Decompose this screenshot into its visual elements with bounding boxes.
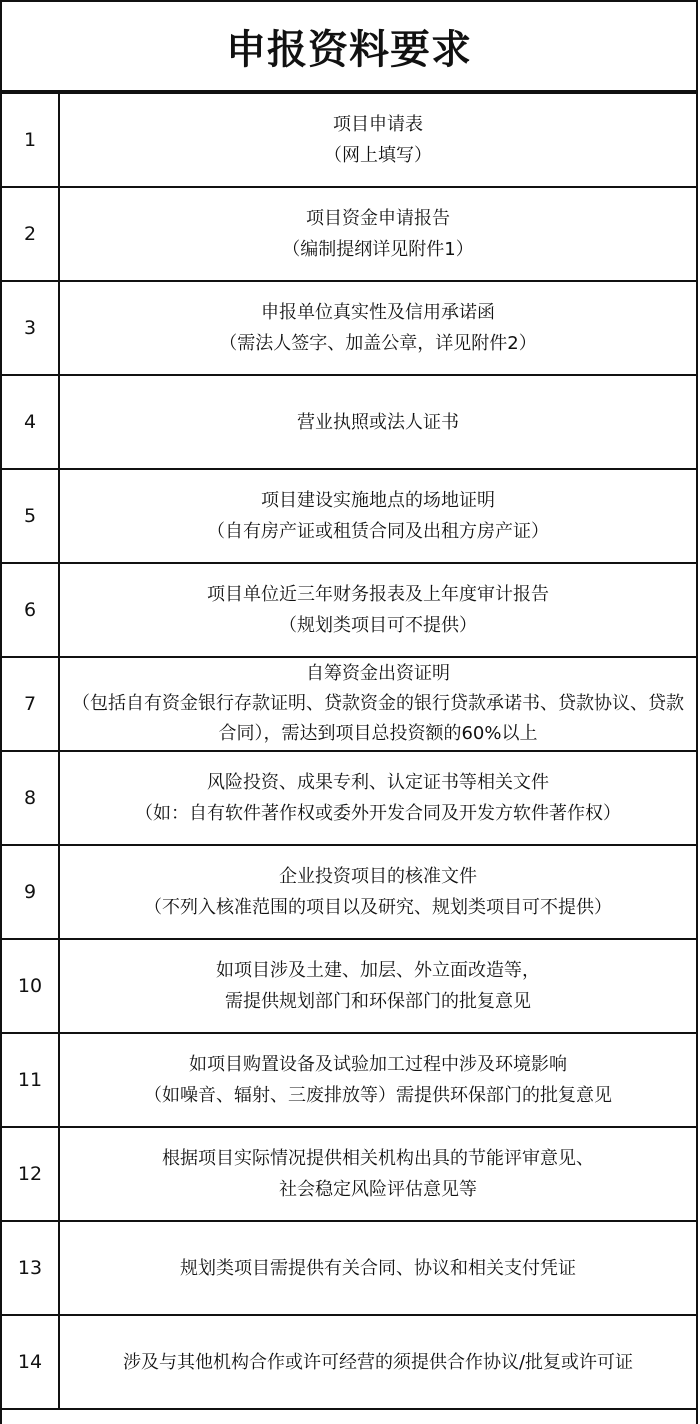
table-row bbox=[1, 1033, 697, 1127]
table-row bbox=[1, 657, 697, 751]
row-line: （包括自有资金银行存款证明、贷款资金的银行贷款承诺书、贷款协议、贷款合同），需达到项目总投资额的60%以上 bbox=[72, 693, 684, 744]
row-content bbox=[59, 939, 697, 1033]
table-bottom-edge bbox=[0, 1406, 698, 1424]
row-line: （网上填写） bbox=[324, 145, 432, 166]
row-line: 营业执照或法人证书 bbox=[297, 411, 459, 433]
row-content bbox=[59, 845, 697, 939]
row-line: （自有房产证或租赁合同及出租方房产证） bbox=[207, 521, 549, 542]
table-row bbox=[1, 1127, 697, 1221]
row-line: （如噪音、辐射、三废排放等）需提供环保部门的批复意见 bbox=[144, 1085, 612, 1106]
table-row bbox=[1, 939, 697, 1033]
row-number: 7 bbox=[1, 657, 59, 751]
row-number: 6 bbox=[1, 563, 59, 657]
table-row bbox=[1, 845, 697, 939]
row-content bbox=[59, 1315, 697, 1409]
row-number: 10 bbox=[1, 939, 59, 1033]
row-number: 5 bbox=[1, 469, 59, 563]
row-number: 8 bbox=[1, 751, 59, 845]
row-line: 如项目涉及土建、加层、外立面改造等， bbox=[216, 960, 540, 981]
row-content bbox=[59, 1033, 697, 1127]
requirements-table bbox=[0, 92, 698, 1410]
row-number: 1 bbox=[1, 93, 59, 187]
row-line: 风险投资、成果专利、认定证书等相关文件 bbox=[207, 772, 549, 793]
row-line: 申报单位真实性及信用承诺函 bbox=[261, 302, 495, 323]
table-row bbox=[1, 93, 697, 187]
row-content bbox=[59, 751, 697, 845]
row-line: 项目单位近三年财务报表及上年度审计报告 bbox=[207, 584, 549, 605]
row-number: 4 bbox=[1, 375, 59, 469]
row-content bbox=[59, 93, 697, 187]
row-content bbox=[59, 469, 697, 563]
table-row bbox=[1, 281, 697, 375]
row-line: 项目资金申请报告 bbox=[306, 208, 450, 229]
row-number: 13 bbox=[1, 1221, 59, 1315]
row-line: 项目申请表 bbox=[333, 114, 423, 135]
table-row bbox=[1, 187, 697, 281]
row-number: 11 bbox=[1, 1033, 59, 1127]
row-content bbox=[59, 1221, 697, 1315]
row-line: 需提供规划部门和环保部门的批复意见 bbox=[225, 991, 531, 1012]
row-number: 3 bbox=[1, 281, 59, 375]
row-content bbox=[59, 375, 697, 469]
row-number: 12 bbox=[1, 1127, 59, 1221]
row-line: 自筹资金出资证明 bbox=[306, 663, 450, 684]
row-line: 如项目购置设备及试验加工过程中涉及环境影响 bbox=[189, 1054, 567, 1075]
table-row bbox=[1, 1221, 697, 1315]
row-line: 社会稳定风险评估意见等 bbox=[279, 1179, 477, 1200]
table-row bbox=[1, 469, 697, 563]
row-line: 根据项目实际情况提供相关机构出具的节能评审意见、 bbox=[162, 1148, 594, 1169]
row-line: 企业投资项目的核准文件 bbox=[279, 866, 477, 887]
row-line: （规划类项目可不提供） bbox=[279, 615, 477, 636]
row-content bbox=[59, 563, 697, 657]
table-row bbox=[1, 751, 697, 845]
row-line: 项目建设实施地点的场地证明 bbox=[261, 490, 495, 511]
row-line: （编制提纲详见附件1） bbox=[282, 239, 474, 260]
row-content bbox=[59, 281, 697, 375]
row-line: 涉及与其他机构合作或许可经营的须提供合作协议/批复或许可证 bbox=[122, 1351, 634, 1373]
row-line: （需法人签字、加盖公章，详见附件2） bbox=[219, 333, 537, 354]
row-number: 9 bbox=[1, 845, 59, 939]
row-number: 2 bbox=[1, 187, 59, 281]
row-content bbox=[59, 187, 697, 281]
row-content bbox=[59, 1127, 697, 1221]
table-row bbox=[1, 375, 697, 469]
page-title: 申报资料要求 bbox=[0, 0, 698, 92]
row-line: （不列入核准范围的项目以及研究、规划类项目可不提供） bbox=[144, 897, 612, 918]
row-line: （如：自有软件著作权或委外开发合同及开发方软件著作权） bbox=[135, 803, 621, 824]
row-line: 规划类项目需提供有关合同、协议和相关支付凭证 bbox=[180, 1257, 576, 1279]
table-row bbox=[1, 563, 697, 657]
table-row bbox=[1, 1315, 697, 1409]
row-content bbox=[59, 657, 697, 751]
row-number: 14 bbox=[1, 1315, 59, 1409]
